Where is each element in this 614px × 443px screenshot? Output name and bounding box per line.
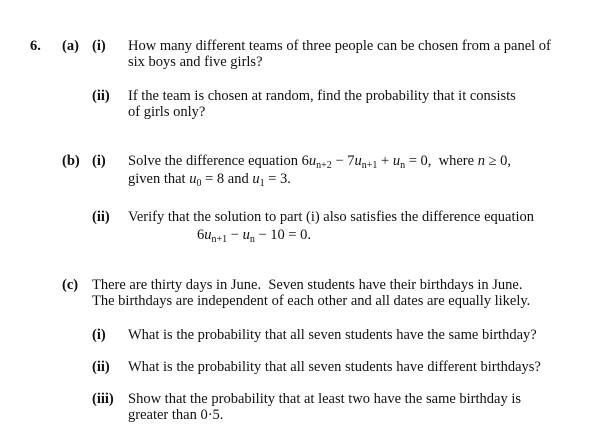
init-sub: 1 (259, 178, 265, 189)
eq-sub: n+1 (361, 160, 378, 171)
init-var: u (189, 171, 197, 187)
given-prefix: given that (128, 171, 190, 187)
eq-op: − (227, 227, 243, 243)
init-val: = 3. (264, 171, 291, 187)
part-b-i-line2 (128, 170, 291, 188)
part-a-label: (a) (62, 38, 79, 54)
part-c-ii-text: What is the probability that all seven students have different birthdays? (128, 359, 541, 375)
part-c-iii-label: (iii) (92, 391, 114, 407)
eq-var: u (242, 227, 250, 243)
eq-op: − 7 (331, 153, 355, 169)
part-c-i-text: What is the probability that all seven students have the same birthday? (128, 327, 537, 343)
eq-var: u (392, 153, 401, 169)
eq-rhs: = 0, (405, 153, 432, 169)
part-c-ii-label: (ii) (92, 359, 110, 375)
eq-var: u (308, 153, 317, 169)
question-number: 6. (30, 38, 41, 54)
part-b-i-prefix: Solve the difference equation (128, 153, 299, 169)
part-a-i-line1: How many different teams of three people can be chosen from a panel of (128, 38, 551, 54)
eq-coef: 6 (197, 227, 205, 243)
part-a-i-line2: six boys and five girls? (128, 54, 263, 70)
eq-coef: 6 (301, 153, 309, 169)
eq-sub: n+2 (316, 160, 332, 171)
init-sub: 0 (196, 178, 202, 189)
part-b-ii-line1: Verify that the solution to part (i) also satisfies the difference equation (128, 209, 535, 225)
eq-sub: n (249, 234, 255, 245)
eq-sub: n+1 (211, 234, 228, 245)
part-a-ii-label: (ii) (92, 88, 110, 104)
part-a-i-label: (i) (92, 38, 106, 54)
part-c-label: (c) (62, 277, 79, 293)
eq-var: u (354, 153, 362, 169)
where-text: where (431, 153, 478, 169)
part-a-ii-line2: of girls only? (128, 104, 206, 120)
part-c-line2: The birthdays are independent of each other and all dates are equally likely. (92, 293, 531, 309)
part-b-label: (b) (62, 153, 80, 169)
part-c-i-label: (i) (92, 327, 106, 343)
part-c-line1: There are thirty days in June. Seven students have their birthdays in June. (92, 277, 523, 293)
part-c-iii-line1: Show that the probability that at least two have the same birthday is (128, 391, 522, 407)
init-var: u (252, 171, 260, 187)
cond-var: n (477, 153, 485, 169)
part-b-ii-label: (ii) (92, 209, 110, 225)
part-a-ii-line1: If the team is chosen at random, find the probability that it consists (128, 88, 516, 104)
part-b-ii-equation (197, 226, 311, 244)
eq-op: + (377, 153, 393, 169)
part-c-iii-line2: greater than 0·5. (128, 407, 224, 423)
eq-sub: n (400, 160, 406, 171)
part-b-i-label: (i) (92, 153, 106, 169)
eq-var: u (204, 227, 212, 243)
init-val: = 8 and (201, 171, 253, 187)
eq-rest: − 10 = 0. (254, 227, 312, 243)
part-b-i-line1 (128, 152, 511, 170)
cond-rest: ≥ 0, (484, 153, 512, 169)
